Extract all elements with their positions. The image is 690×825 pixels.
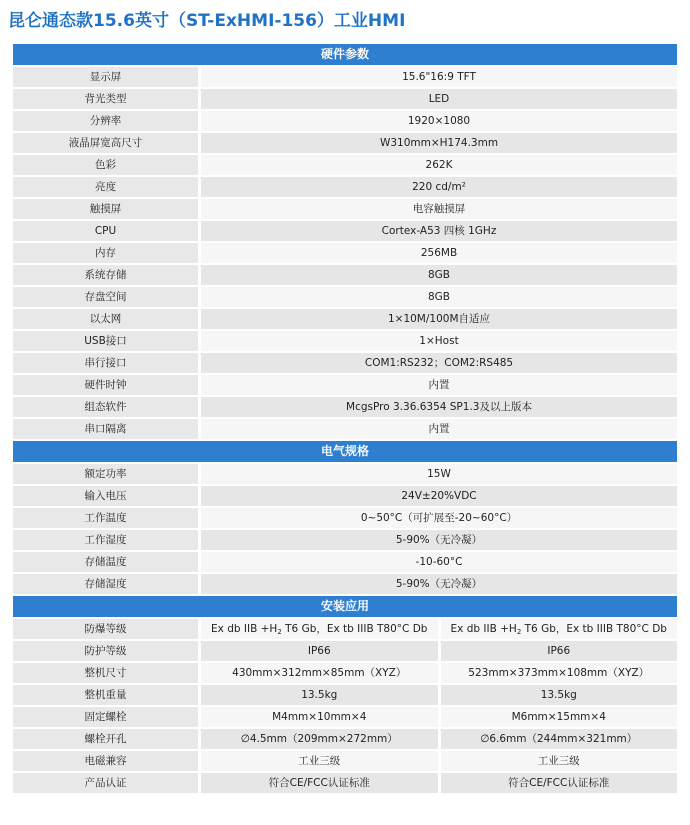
ex-suffix: T6 Gb，Ex tb IIIB T80°C Db bbox=[281, 623, 428, 635]
row-label: 螺栓开孔 bbox=[13, 729, 198, 749]
table-row bbox=[13, 729, 677, 749]
row-label: 额定功率 bbox=[13, 464, 198, 484]
table-row bbox=[13, 221, 677, 241]
row-label: CPU bbox=[13, 221, 198, 241]
ex-sub: 2 bbox=[277, 628, 282, 636]
row-label: 液晶屏宽高尺寸 bbox=[13, 133, 198, 153]
table-row bbox=[13, 464, 677, 484]
row-value: 5-90%（无冷凝） bbox=[201, 530, 677, 550]
row-value: 8GB bbox=[201, 287, 677, 307]
row-value: 24V±20%VDC bbox=[201, 486, 677, 506]
table-row bbox=[13, 685, 677, 705]
row-value-model-b: IP66 bbox=[441, 641, 678, 661]
row-value-model-a: 符合CE/FCC认证标准 bbox=[201, 773, 438, 793]
hardware-rows bbox=[13, 67, 677, 439]
row-value-model-b: 13.5kg bbox=[441, 685, 678, 705]
spec-table bbox=[13, 44, 677, 795]
row-label: 分辨率 bbox=[13, 111, 198, 131]
ex-prefix: Ex db IIB +H bbox=[450, 623, 517, 635]
row-value: McgsPro 3.36.6354 SP1.3及以上版本 bbox=[201, 397, 677, 417]
row-value: W310mm×H174.3mm bbox=[201, 133, 677, 153]
row-label: 显示屏 bbox=[13, 67, 198, 87]
install-rows bbox=[13, 641, 677, 793]
row-value: 0~50°C（可扩展至-20~60°C） bbox=[201, 508, 677, 528]
row-label: 整机重量 bbox=[13, 685, 198, 705]
row-label: 防护等级 bbox=[13, 641, 198, 661]
row-label: 亮度 bbox=[13, 177, 198, 197]
row-value-model-b: ∅6.6mm（244mm×321mm） bbox=[441, 729, 678, 749]
row-value-model-a bbox=[201, 619, 438, 639]
row-label: 串行接口 bbox=[13, 353, 198, 373]
row-value: 262K bbox=[201, 155, 677, 175]
row-label: 背光类型 bbox=[13, 89, 198, 109]
row-value: 15W bbox=[201, 464, 677, 484]
row-label: 串口隔离 bbox=[13, 419, 198, 439]
row-value: 8GB bbox=[201, 265, 677, 285]
row-value-model-a: 工业三级 bbox=[201, 751, 438, 771]
row-label: 色彩 bbox=[13, 155, 198, 175]
row-label: 整机尺寸 bbox=[13, 663, 198, 683]
row-value-model-b bbox=[441, 619, 678, 639]
table-row bbox=[13, 773, 677, 793]
row-value: 内置 bbox=[201, 419, 677, 439]
table-row bbox=[13, 331, 677, 351]
table-row bbox=[13, 177, 677, 197]
table-row bbox=[13, 309, 677, 329]
table-row bbox=[13, 133, 677, 153]
row-value: -10-60°C bbox=[201, 552, 677, 572]
electrical-rows bbox=[13, 464, 677, 594]
row-value: 电容触摸屏 bbox=[201, 199, 677, 219]
section-header-electrical: 电气规格 bbox=[13, 441, 677, 462]
row-value: 1×10M/100M自适应 bbox=[201, 309, 677, 329]
table-row bbox=[13, 265, 677, 285]
row-value-model-a: 430mm×312mm×85mm（XYZ） bbox=[201, 663, 438, 683]
table-row bbox=[13, 751, 677, 771]
row-label: 组态软件 bbox=[13, 397, 198, 417]
row-label: 工作湿度 bbox=[13, 530, 198, 550]
table-row bbox=[13, 375, 677, 395]
section-header-install: 安装应用 bbox=[13, 596, 677, 617]
row-value-model-a: M4mm×10mm×4 bbox=[201, 707, 438, 727]
row-label: 存储湿度 bbox=[13, 574, 198, 594]
row-label: 固定螺栓 bbox=[13, 707, 198, 727]
row-label: 产品认证 bbox=[13, 773, 198, 793]
page-title: 昆仑通态款15.6英寸（ST-ExHMI-156）工业HMI bbox=[8, 11, 406, 31]
row-value: COM1:RS232；COM2:RS485 bbox=[201, 353, 677, 373]
table-row bbox=[13, 397, 677, 417]
row-value: 内置 bbox=[201, 375, 677, 395]
table-row bbox=[13, 530, 677, 550]
row-value: LED bbox=[201, 89, 677, 109]
row-value-model-b: 符合CE/FCC认证标准 bbox=[441, 773, 678, 793]
row-value: 15.6"16:9 TFT bbox=[201, 67, 677, 87]
table-row bbox=[13, 287, 677, 307]
row-label: 系统存储 bbox=[13, 265, 198, 285]
ex-suffix: T6 Gb，Ex tb IIIB T80°C Db bbox=[521, 623, 667, 635]
row-value: 5-90%（无冷凝） bbox=[201, 574, 677, 594]
row-value-model-b: M6mm×15mm×4 bbox=[441, 707, 678, 727]
row-value: 256MB bbox=[201, 243, 677, 263]
row-label: 以太网 bbox=[13, 309, 198, 329]
row-label: 硬件时钟 bbox=[13, 375, 198, 395]
row-label: 电磁兼容 bbox=[13, 751, 198, 771]
table-row bbox=[13, 619, 677, 639]
table-row bbox=[13, 243, 677, 263]
row-label: USB接口 bbox=[13, 331, 198, 351]
row-label: 触摸屏 bbox=[13, 199, 198, 219]
table-row bbox=[13, 111, 677, 131]
row-value-model-a: IP66 bbox=[201, 641, 438, 661]
table-row bbox=[13, 486, 677, 506]
row-value-model-a: ∅4.5mm（209mm×272mm） bbox=[201, 729, 438, 749]
table-row bbox=[13, 67, 677, 87]
row-value-model-b: 工业三级 bbox=[441, 751, 678, 771]
table-row bbox=[13, 155, 677, 175]
table-row bbox=[13, 574, 677, 594]
row-label: 存储温度 bbox=[13, 552, 198, 572]
row-value: 1×Host bbox=[201, 331, 677, 351]
table-row bbox=[13, 508, 677, 528]
row-value-model-a: 13.5kg bbox=[201, 685, 438, 705]
row-value-model-b: 523mm×373mm×108mm（XYZ） bbox=[441, 663, 678, 683]
table-row bbox=[13, 707, 677, 727]
table-row bbox=[13, 552, 677, 572]
row-value: 220 cd/m² bbox=[201, 177, 677, 197]
table-row bbox=[13, 89, 677, 109]
section-header-hardware: 硬件参数 bbox=[13, 44, 677, 65]
row-label: 内存 bbox=[13, 243, 198, 263]
row-label: 工作温度 bbox=[13, 508, 198, 528]
row-label: 防爆等级 bbox=[13, 619, 198, 639]
row-value: 1920×1080 bbox=[201, 111, 677, 131]
table-row bbox=[13, 199, 677, 219]
table-row bbox=[13, 353, 677, 373]
table-row bbox=[13, 663, 677, 683]
ex-sub: 2 bbox=[516, 628, 522, 636]
row-label: 输入电压 bbox=[13, 486, 198, 506]
row-label: 存盘空间 bbox=[13, 287, 198, 307]
table-row bbox=[13, 419, 677, 439]
ex-prefix: Ex db IIB +H bbox=[211, 623, 278, 635]
table-row bbox=[13, 641, 677, 661]
row-value: Cortex-A53 四核 1GHz bbox=[201, 221, 677, 241]
